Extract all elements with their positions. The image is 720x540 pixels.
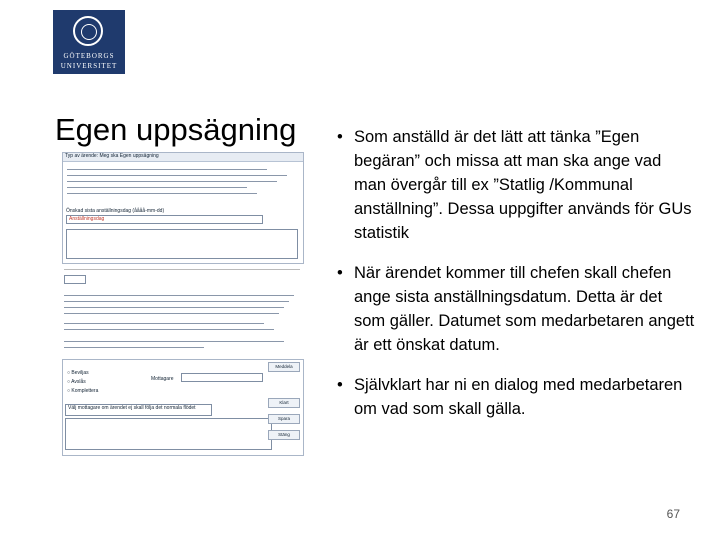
screenshot-decision-panel xyxy=(62,359,304,456)
bullet-list xyxy=(337,125,697,437)
routing-label: Välj mottagare om ärendet ej skall följa det normala flödet xyxy=(68,405,196,411)
radio-option[interactable]: ○ Avslås xyxy=(67,379,86,385)
university-seal-icon xyxy=(73,16,103,46)
save-button[interactable]: Spara xyxy=(268,414,300,424)
select-label: Önskad sista anställningsdag (åååå-mm-dd) xyxy=(66,208,165,214)
notify-button[interactable]: Meddela xyxy=(268,362,300,372)
send-label: Mottagare xyxy=(151,376,174,382)
bullet-item xyxy=(337,125,697,245)
bullet-dot: • xyxy=(337,376,343,394)
radio-option[interactable]: ○ Beviljas xyxy=(67,370,89,376)
screenshot-form-top xyxy=(62,152,304,264)
radio-option[interactable]: ○ Komplettera xyxy=(67,388,99,394)
slide-title: Egen uppsägning xyxy=(55,112,297,147)
date-select[interactable] xyxy=(66,215,263,224)
page-number: 67 xyxy=(666,507,680,521)
done-button[interactable]: Klart xyxy=(268,398,300,408)
select-value: Anställningsdag xyxy=(69,216,105,222)
bullet-dot: • xyxy=(337,264,343,282)
screenshot-form-middle xyxy=(62,265,302,355)
bullet-dot: • xyxy=(337,128,343,146)
routing-textarea[interactable] xyxy=(65,418,272,450)
recipient-field[interactable] xyxy=(181,373,263,382)
routing-select[interactable] xyxy=(65,404,212,416)
logo-line-1: GÖTEBORGS xyxy=(63,52,115,60)
date-field[interactable] xyxy=(64,275,86,284)
bullet-text: Som anställd är det lätt att tänka ”Egen begäran” och missa att man ska ange vad man övergår till ex ”Statlig /Kommunal anställning”. Dessa uppgifter används för GUs statistik xyxy=(354,128,692,242)
logo-line-2: UNIVERSITET xyxy=(60,62,118,70)
comment-textarea[interactable] xyxy=(66,229,298,259)
bullet-text: Självklart har ni en dialog med medarbetaren om vad som skall gälla. xyxy=(354,376,683,418)
bullet-item xyxy=(337,261,697,357)
gu-logo xyxy=(53,10,125,74)
bullet-text: När ärendet kommer till chefen skall chefen ange sista anställningsdatum. Detta är det som gäller. Datumet som medarbetaren angett är ett önskat datum. xyxy=(354,264,695,354)
form-header-bar xyxy=(63,153,303,162)
close-button[interactable]: Stäng xyxy=(268,430,300,440)
form-header: Typ av ärende: Meg ska Egen uppsägning xyxy=(65,153,159,159)
bullet-item xyxy=(337,373,697,421)
